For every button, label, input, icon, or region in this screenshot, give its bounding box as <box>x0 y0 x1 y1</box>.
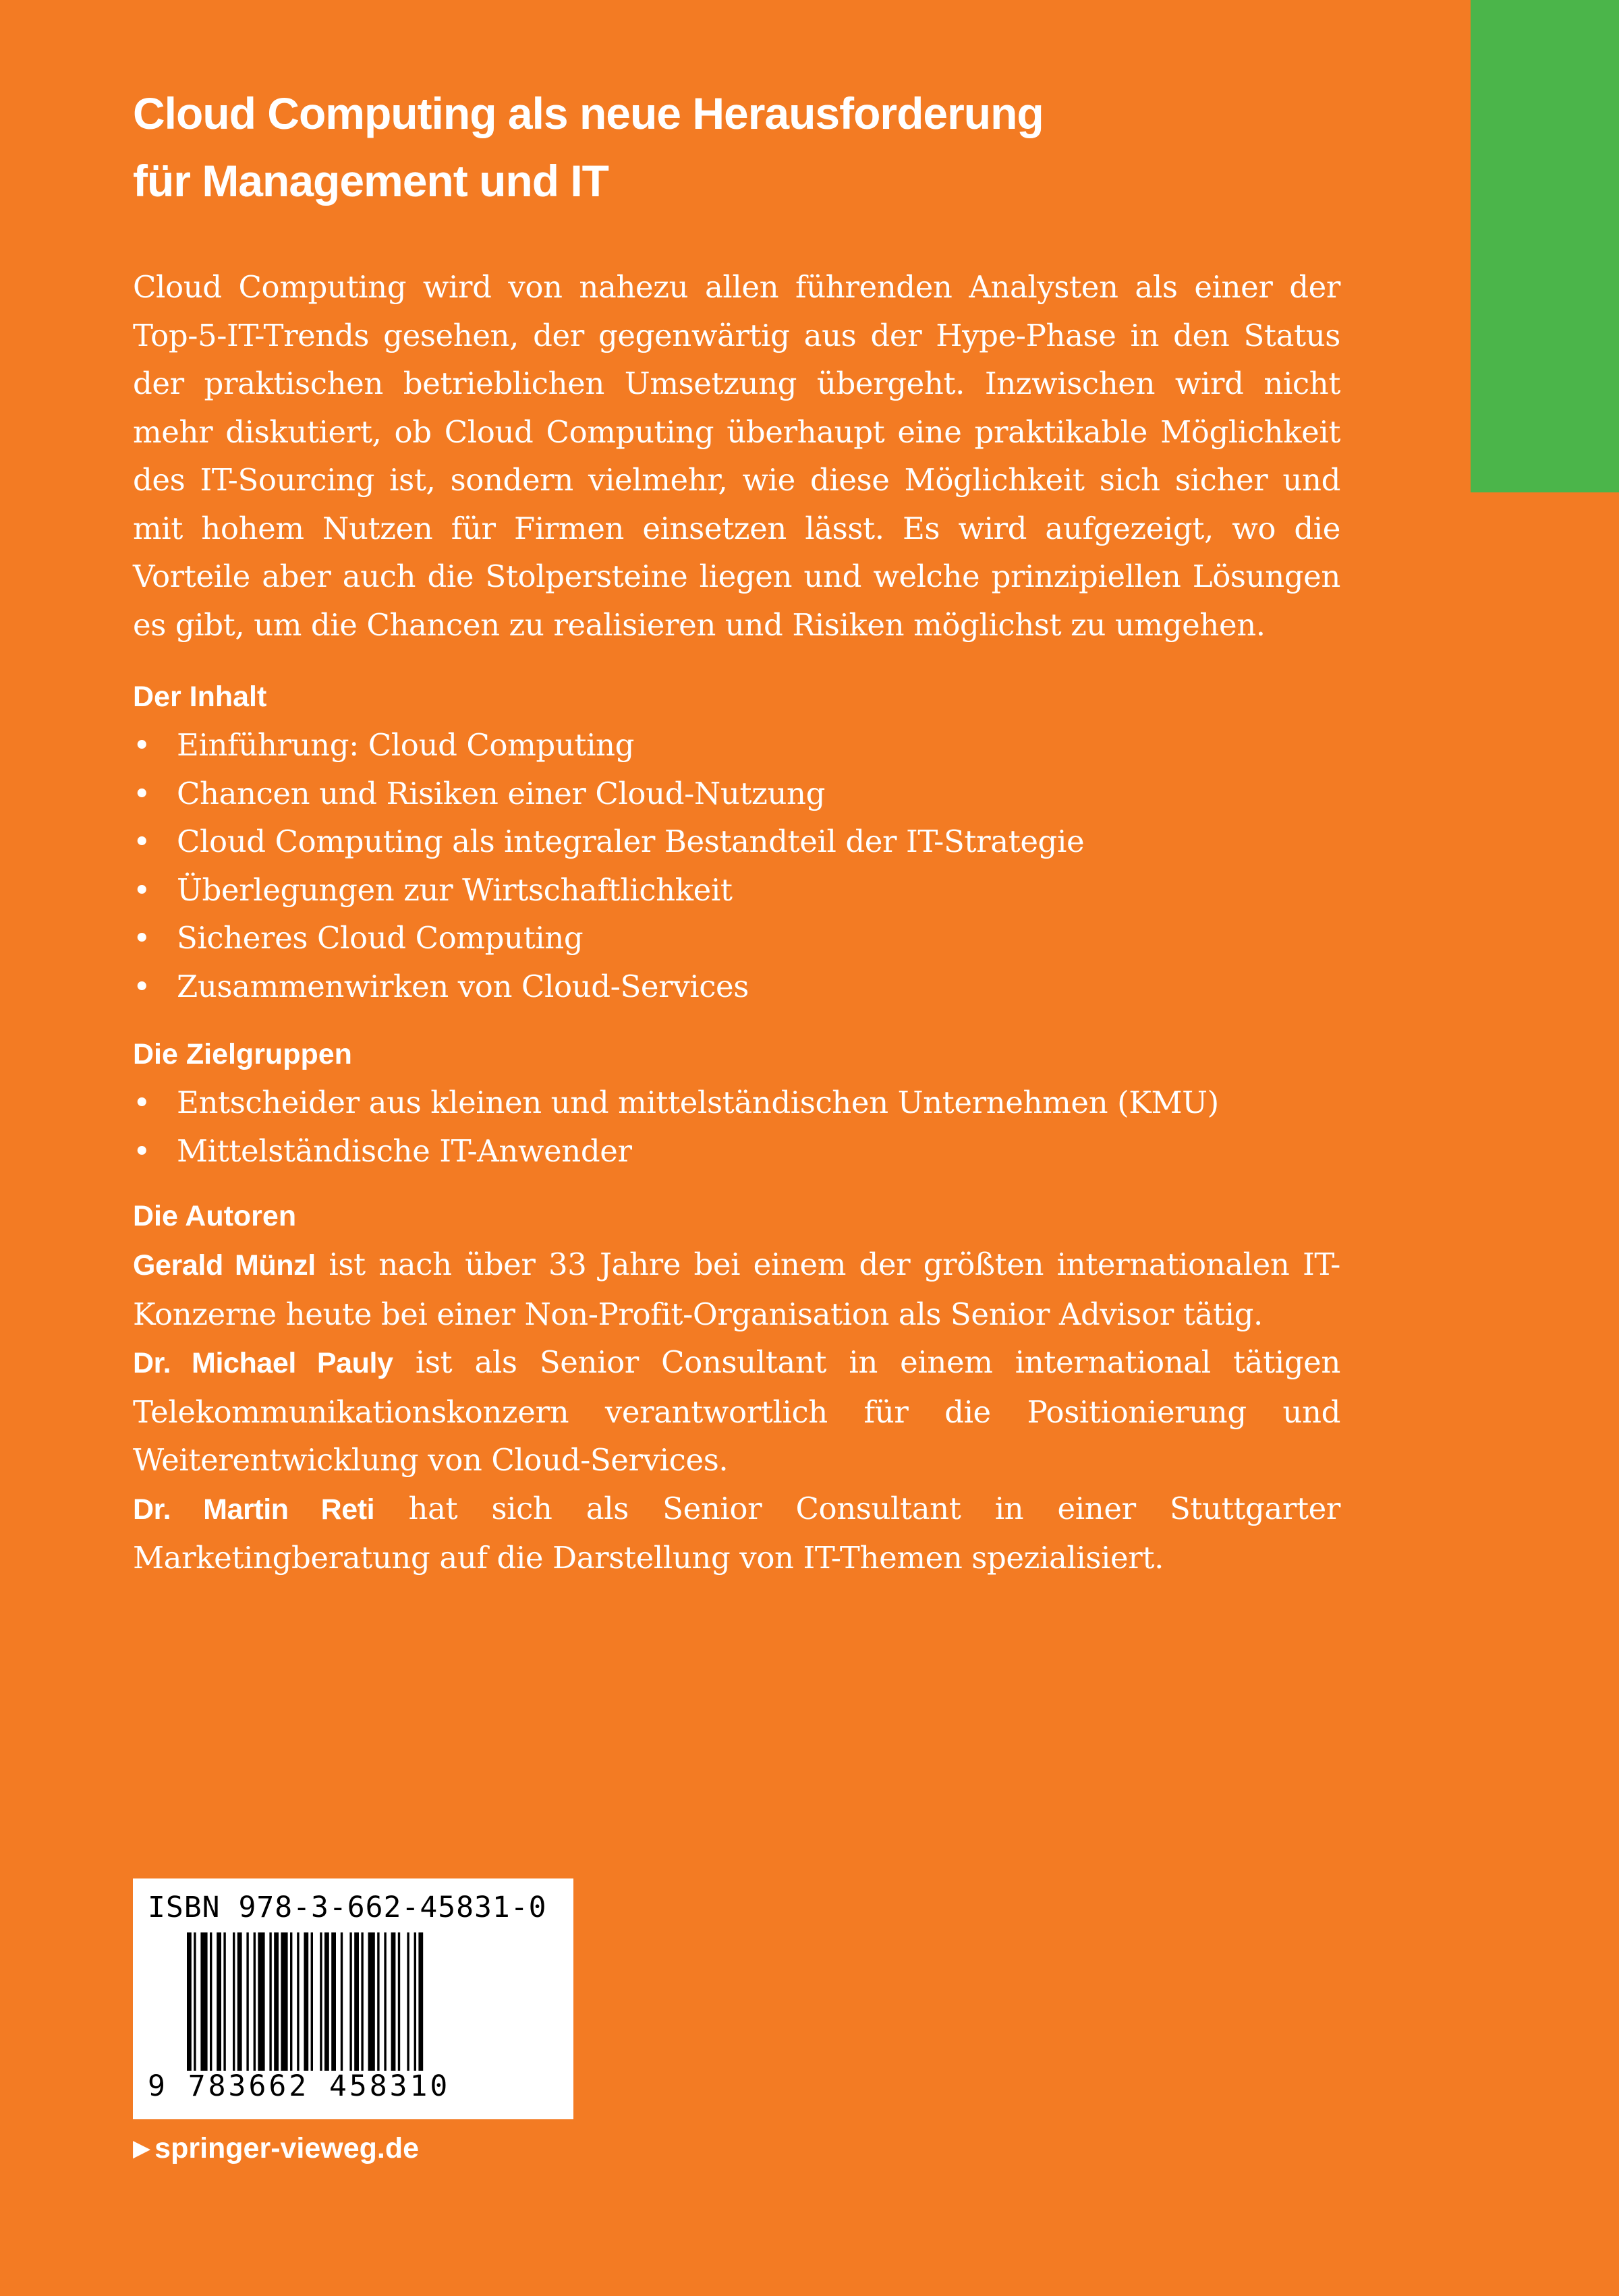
author-entry <box>133 1240 1340 1338</box>
cover-title <box>133 80 1340 214</box>
barcode-bar <box>274 1932 279 2071</box>
author-name: Dr. Michael Pauly <box>133 1347 393 1379</box>
list-item <box>133 1127 1340 1176</box>
barcode-bar <box>254 1932 256 2071</box>
barcode-bar <box>361 1932 363 2071</box>
list-item <box>133 721 1340 770</box>
list-item <box>133 963 1340 1011</box>
bullet-icon: • <box>133 1132 151 1169</box>
author-entry <box>133 1485 1340 1582</box>
barcode-bar <box>349 1932 351 2071</box>
bullet-icon: • <box>133 968 151 1004</box>
list-item <box>133 770 1340 818</box>
barcode-bars <box>187 1932 524 2071</box>
play-arrow-icon: ▶ <box>133 2135 151 2161</box>
green-accent-tab <box>1471 0 1619 492</box>
zielgruppen-list <box>133 1079 1340 1175</box>
barcode-bar <box>304 1932 308 2071</box>
list-item <box>133 817 1340 866</box>
publisher-url: springer-vieweg.de <box>154 2132 420 2164</box>
list-item-text: Chancen und Risiken einer Cloud-Nutzung <box>177 775 826 811</box>
autoren-heading: Die Autoren <box>133 1200 297 1232</box>
bullet-icon: • <box>133 1085 151 1120</box>
author-bio: ist nach über 33 Jahre bei einem der größten internationalen IT-Konzerne heute bei einer Non-Profit-Organisation als Senior Advisor tätig. <box>133 1246 1340 1332</box>
bullet-icon: • <box>133 824 151 859</box>
barcode-bar <box>354 1932 359 2071</box>
barcode-bar <box>407 1932 409 2071</box>
barcode-bar <box>418 1932 423 2071</box>
barcode-bar <box>194 1932 196 2071</box>
barcode-bar <box>269 1932 271 2071</box>
bullet-icon: • <box>133 920 151 956</box>
inhalt-heading: Der Inhalt <box>133 681 267 713</box>
barcode-bar <box>187 1932 192 2071</box>
list-item <box>133 866 1340 915</box>
barcode-bar <box>398 1932 400 2071</box>
barcode-bar <box>324 1932 329 2071</box>
list-item-text: Cloud Computing als integraler Bestandteil der IT-Strategie <box>177 824 1085 859</box>
isbn-barcode <box>133 1878 573 2119</box>
list-item-text: Sicheres Cloud Computing <box>177 920 584 956</box>
bullet-icon: • <box>133 871 151 908</box>
title-line-2: für Management und IT <box>133 156 608 206</box>
barcode-bar <box>414 1932 416 2071</box>
author-bio: hat sich als Senior Consultant in einer Stuttgarter Marketingberatung auf die Darstellung von IT-Themen spezialisiert. <box>133 1490 1340 1576</box>
inhalt-list <box>133 721 1340 1010</box>
barcode-bar <box>233 1932 235 2071</box>
barcode-bar <box>237 1932 242 2071</box>
barcode-bar <box>200 1932 207 2071</box>
isbn-label: ISBN 978-3-662-45831-0 <box>148 1891 547 1924</box>
list-item-text: Entscheider aus kleinen und mittelständischen Unternehmen (KMU) <box>177 1085 1219 1120</box>
barcode-bar <box>210 1932 212 2071</box>
barcode-bar <box>217 1932 221 2071</box>
zielgruppen-heading: Die Zielgruppen <box>133 1038 352 1070</box>
barcode-bar <box>384 1932 386 2071</box>
barcode-bar <box>320 1932 322 2071</box>
back-cover-content <box>133 80 1340 1582</box>
bullet-icon: • <box>133 775 151 811</box>
author-bio: ist als Senior Consultant in einem international tätigen Telekommunikationskonzern verantwortlich für die Positionierung und Weiterentwicklung von Cloud-Services. <box>133 1344 1340 1478</box>
list-item-text: Mittelständische IT-Anwender <box>177 1132 632 1169</box>
author-name: Dr. Martin Reti <box>133 1493 375 1526</box>
barcode-bar <box>258 1932 264 2071</box>
barcode-bar <box>281 1932 287 2071</box>
intro-paragraph: Cloud Computing wird von nahezu allen führenden Analysten als einer der Top-5-IT-Trends gesehen, der gegenwärtig aus der Hype-Phase in den Status der praktischen betrieblichen Umsetzung übergeht. Inzwischen wird nicht mehr diskutiert, ob Cloud Computing überhaupt eine praktikable Möglichkeit des IT-Sourcing ist, sondern vielmehr, wie diese Möglichkeit sich sicher und mit hohem Nutzen für Firmen einsetzen lässt. Es wird aufgezeigt, wo die Vorteile aber auch die Stolpersteine liegen und welche prinzipiellen Lösungen es gibt, um die Chancen zu realisieren und Risiken möglichst zu umgehen. <box>133 269 1340 643</box>
publisher-link[interactable] <box>133 2128 419 2169</box>
author-entry <box>133 1338 1340 1485</box>
barcode-bar <box>223 1932 225 2071</box>
barcode-bar <box>297 1932 299 2071</box>
title-line-1: Cloud Computing als neue Herausforderung <box>133 88 1044 138</box>
list-item-text: Einführung: Cloud Computing <box>177 727 635 763</box>
list-item <box>133 1079 1340 1127</box>
bullet-icon: • <box>133 727 151 763</box>
list-item-text: Zusammenwirken von Cloud-Services <box>177 968 749 1004</box>
barcode-bar <box>246 1932 248 2071</box>
barcode-bar <box>391 1932 396 2071</box>
barcode-digits: 9 783662 458310 <box>148 2069 451 2103</box>
list-item-text: Überlegungen zur Wirtschaftlichkeit <box>177 871 733 908</box>
author-name: Gerald Münzl <box>133 1249 316 1282</box>
list-item <box>133 914 1340 963</box>
barcode-bar <box>377 1932 379 2071</box>
barcode-bar <box>331 1932 336 2071</box>
barcode-bar <box>290 1932 292 2071</box>
barcode-bar <box>311 1932 313 2071</box>
barcode-bar <box>341 1932 343 2071</box>
barcode-bar <box>368 1932 375 2071</box>
